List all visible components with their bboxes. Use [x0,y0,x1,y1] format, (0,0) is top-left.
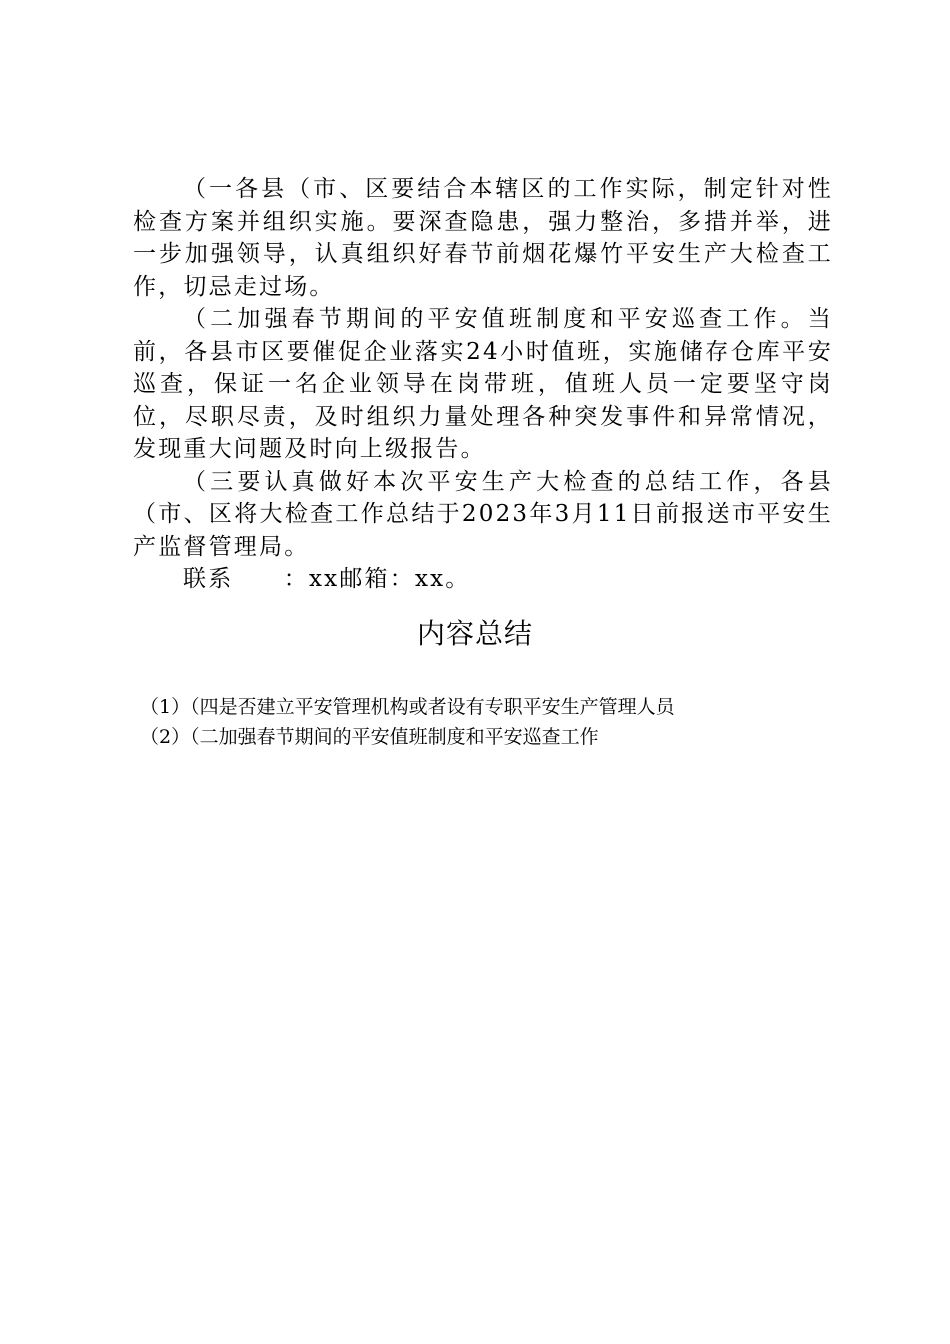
summary-item-2: （2）（二加强春节期间的平安值班制度和平安巡查工作 [140,726,599,748]
summary-item-1: （1）（四是否建立平安管理机构或者设有专职平安生产管理人员 [140,696,675,718]
paragraph-1: （一各县（市、区要结合本辖区的工作实际，制定针对性检查方案并组织实施。要深查隐患，强力整治，多措并举，进一步加强领导，认真组织好春节前烟花爆竹平安生产大检查工作，切忌走过场。 [133,176,833,300]
summary-title: 内容总结 [416,617,533,650]
paragraph-3: （三要认真做好本次平安生产大检查的总结工作，各县（市、区将大检查工作总结于2023年3月11日前报送市平安生产监督管理局。 [133,468,833,560]
summary-list [140,692,840,752]
paragraph-2: （二加强春节期间的平安值班制度和平安巡查工作。当前，各县市区要催促企业落实24小时值班，实施储存仓库平安巡查，保证一名企业领导在岗带班，值班人员一定要坚守岗位，尽职尽责，及时组织力量处理各种突发事件和异常情况，发现重大问题及时向上级报告。 [133,306,833,462]
body-text [133,173,833,596]
contact-line: 联系 ：xx邮箱：xx。 [183,566,471,592]
